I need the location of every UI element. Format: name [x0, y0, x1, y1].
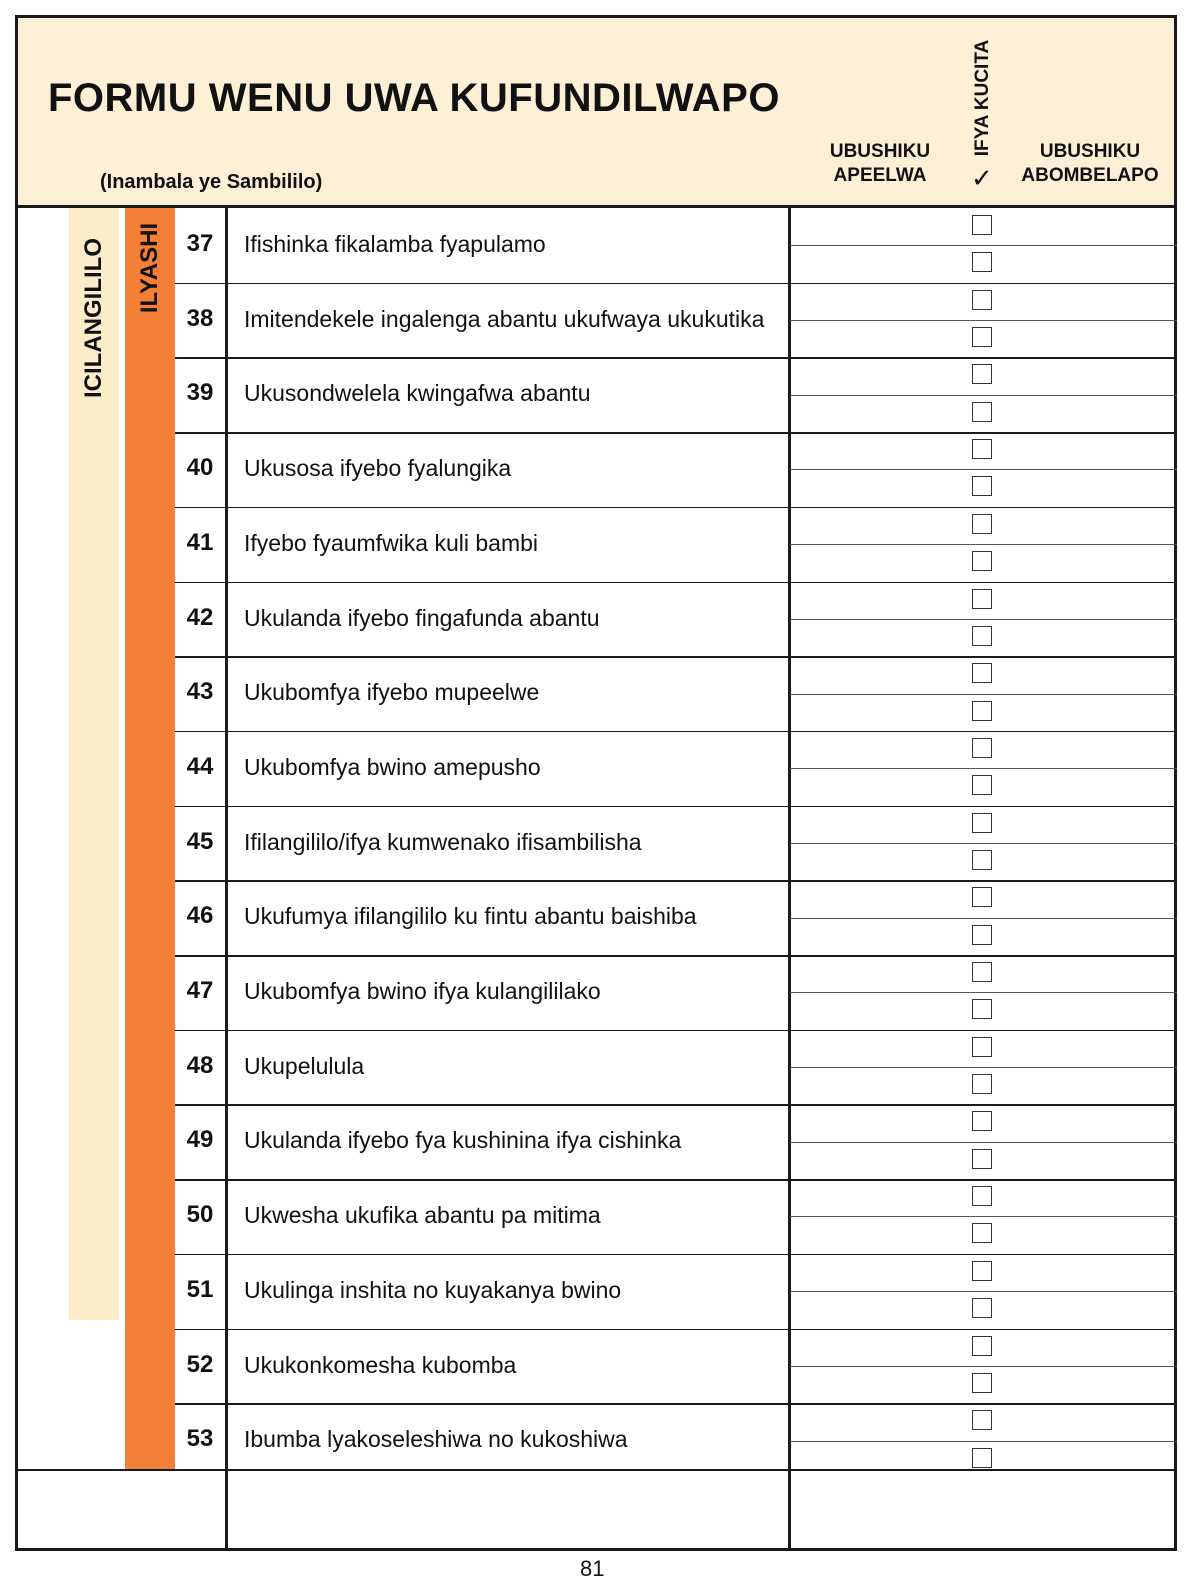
exercise-checkbox[interactable]	[972, 1298, 992, 1318]
lesson-title: Ukwesha ukufika abantu pa mitima	[244, 1202, 601, 1229]
lesson-number: 40	[186, 454, 214, 482]
row-midline	[790, 1291, 1177, 1292]
exercise-checkbox[interactable]	[972, 1373, 992, 1393]
page-number: 81	[580, 1556, 605, 1581]
lesson-title: Ukubomfya bwino amepusho	[244, 753, 541, 780]
row-separator	[175, 1254, 1177, 1256]
row-midline	[790, 544, 1177, 545]
row-separator	[175, 880, 1177, 882]
lesson-number: 41	[186, 528, 214, 556]
exercise-checkbox[interactable]	[972, 850, 992, 870]
column-header-date-given-line2: APEELWA	[833, 165, 927, 186]
exercise-checkbox[interactable]	[972, 999, 992, 1019]
form-title: FORMU WENU UWA KUFUNDILWAPO	[48, 76, 780, 120]
row-midline	[790, 1067, 1177, 1068]
exercise-checkbox[interactable]	[972, 402, 992, 422]
exercise-checkbox[interactable]	[972, 327, 992, 347]
exercise-checkbox[interactable]	[972, 364, 992, 384]
row-midline	[790, 1441, 1177, 1442]
exercise-checkbox[interactable]	[972, 1261, 992, 1281]
lesson-number: 47	[186, 977, 214, 1004]
lesson-title: Ukulinga inshita no kuyakanya bwino	[244, 1276, 622, 1303]
column-header-date-completed-line1: UBUSHIKU	[1039, 141, 1141, 162]
row-separator	[175, 582, 1177, 584]
exercise-checkbox[interactable]	[972, 589, 992, 609]
lesson-number: 48	[186, 1051, 214, 1079]
exercise-checkbox[interactable]	[972, 775, 992, 795]
lesson-title: Ukufumya ifilangililo ku fintu abantu baishiba	[244, 903, 697, 930]
exercise-checkbox[interactable]	[972, 476, 992, 496]
lesson-number: 53	[186, 1425, 214, 1453]
ilyashi-bar	[125, 208, 175, 1470]
icilangililo-text: ICILANGILILO	[80, 238, 108, 398]
lesson-number: 51	[186, 1275, 214, 1303]
lesson-title: Ifyebo fyaumfwika kuli bambi	[244, 529, 539, 556]
row-midline	[790, 843, 1177, 844]
exercise-checkbox[interactable]	[972, 1410, 992, 1430]
row-midline	[790, 1142, 1177, 1143]
row-midline	[790, 619, 1177, 620]
row-separator	[175, 656, 1177, 658]
exercise-checkbox[interactable]	[972, 551, 992, 571]
column-header-date-completed	[1005, 140, 1175, 188]
row-midline	[790, 768, 1177, 769]
lesson-title: Ibumba lyakoseleshiwa no kukoshiwa	[244, 1426, 628, 1453]
column-header-exercises	[963, 28, 1003, 168]
exercise-checkbox[interactable]	[972, 439, 992, 459]
row-midline	[790, 320, 1177, 321]
column-header-date-given	[790, 140, 970, 188]
exercise-checkbox[interactable]	[972, 290, 992, 310]
row-midline	[790, 918, 1177, 919]
row-separator	[175, 1403, 1177, 1405]
table-bottom-rule	[15, 1469, 1177, 1471]
lesson-number: 45	[186, 827, 214, 855]
row-separator	[175, 1329, 1177, 1331]
lesson-number: 52	[186, 1350, 214, 1378]
row-separator	[175, 955, 1177, 957]
ilyashi-label	[125, 218, 175, 318]
exercise-checkbox[interactable]	[972, 1149, 992, 1169]
row-separator	[175, 1179, 1177, 1181]
row-midline	[790, 694, 1177, 695]
exercise-checkbox[interactable]	[972, 887, 992, 907]
row-separator	[175, 731, 1177, 733]
exercise-checkbox[interactable]	[972, 1223, 992, 1243]
exercise-checkbox[interactable]	[972, 1186, 992, 1206]
lesson-title: Ifishinka fikalamba fyapulamo	[244, 231, 546, 257]
row-separator	[175, 432, 1177, 434]
exercise-checkbox[interactable]	[972, 1037, 992, 1057]
row-midline	[790, 1366, 1177, 1367]
lesson-number: 44	[186, 752, 214, 780]
lesson-title: Ukusondwelela kwingafwa abantu	[244, 380, 591, 407]
lesson-title: Ukusosa ifyebo fyalungika	[244, 455, 512, 482]
row-separator	[175, 283, 1177, 285]
column-header-exercises-label: IFYA KUCITA	[972, 39, 993, 157]
lesson-number: 50	[186, 1201, 214, 1229]
lesson-title: Ukupelulula	[244, 1052, 365, 1079]
lesson-number: 49	[186, 1126, 214, 1154]
lesson-number: 43	[186, 678, 214, 706]
lesson-title: Ukukonkomesha kubomba	[244, 1351, 517, 1378]
icilangililo-label	[69, 218, 119, 418]
exercise-checkbox[interactable]	[972, 663, 992, 683]
checkmark-icon: ✓	[971, 163, 993, 193]
lesson-number: 46	[186, 902, 214, 930]
exercise-checkbox[interactable]	[972, 962, 992, 982]
lesson-title: Ukubomfya bwino ifya kulangililako	[244, 978, 601, 1004]
exercise-checkbox[interactable]	[972, 738, 992, 758]
lesson-title: Ukulanda ifyebo fingafunda abantu	[244, 604, 600, 631]
column-header-date-given-line1: UBUSHIKU	[829, 141, 931, 162]
exercise-checkbox[interactable]	[972, 1074, 992, 1094]
row-midline	[790, 395, 1177, 396]
exercise-checkbox[interactable]	[972, 813, 992, 833]
lesson-number: 37	[186, 230, 214, 257]
exercise-checkbox[interactable]	[972, 925, 992, 945]
column-header-date-completed-line2: ABOMBELAPO	[1021, 165, 1159, 186]
exercise-checkbox[interactable]	[972, 1111, 992, 1131]
exercise-checkbox[interactable]	[972, 1448, 992, 1468]
exercise-checkbox[interactable]	[972, 626, 992, 646]
exercise-checkbox[interactable]	[972, 514, 992, 534]
row-separator	[175, 357, 1177, 359]
exercise-checkbox[interactable]	[972, 701, 992, 721]
row-separator	[175, 806, 1177, 808]
lesson-title: Ukulanda ifyebo fya kushinina ifya cishinka	[244, 1127, 682, 1154]
ilyashi-text: ILYASHI	[136, 222, 163, 314]
lesson-title: Ifilangililo/ifya kumwenako ifisambilisha	[244, 828, 642, 855]
row-separator	[175, 1030, 1177, 1032]
row-midline	[790, 1216, 1177, 1217]
lesson-title: Ukubomfya ifyebo mupeelwe	[244, 679, 540, 706]
row-separator	[175, 1104, 1177, 1106]
exercise-checkbox[interactable]	[972, 1336, 992, 1356]
row-midline	[790, 992, 1177, 993]
lesson-title: Imitendekele ingalenga abantu ukufwaya ukukutika	[244, 305, 765, 332]
exercise-checkbox[interactable]	[972, 252, 992, 272]
exercise-checkbox[interactable]	[972, 215, 992, 235]
form-subtitle: (Inambala ye Sambililo)	[100, 171, 323, 193]
lesson-number: 42	[186, 603, 214, 631]
row-midline	[790, 245, 1177, 246]
lesson-number: 39	[186, 379, 214, 407]
row-midline	[790, 469, 1177, 470]
row-separator	[175, 507, 1177, 509]
lesson-number: 38	[186, 304, 214, 332]
